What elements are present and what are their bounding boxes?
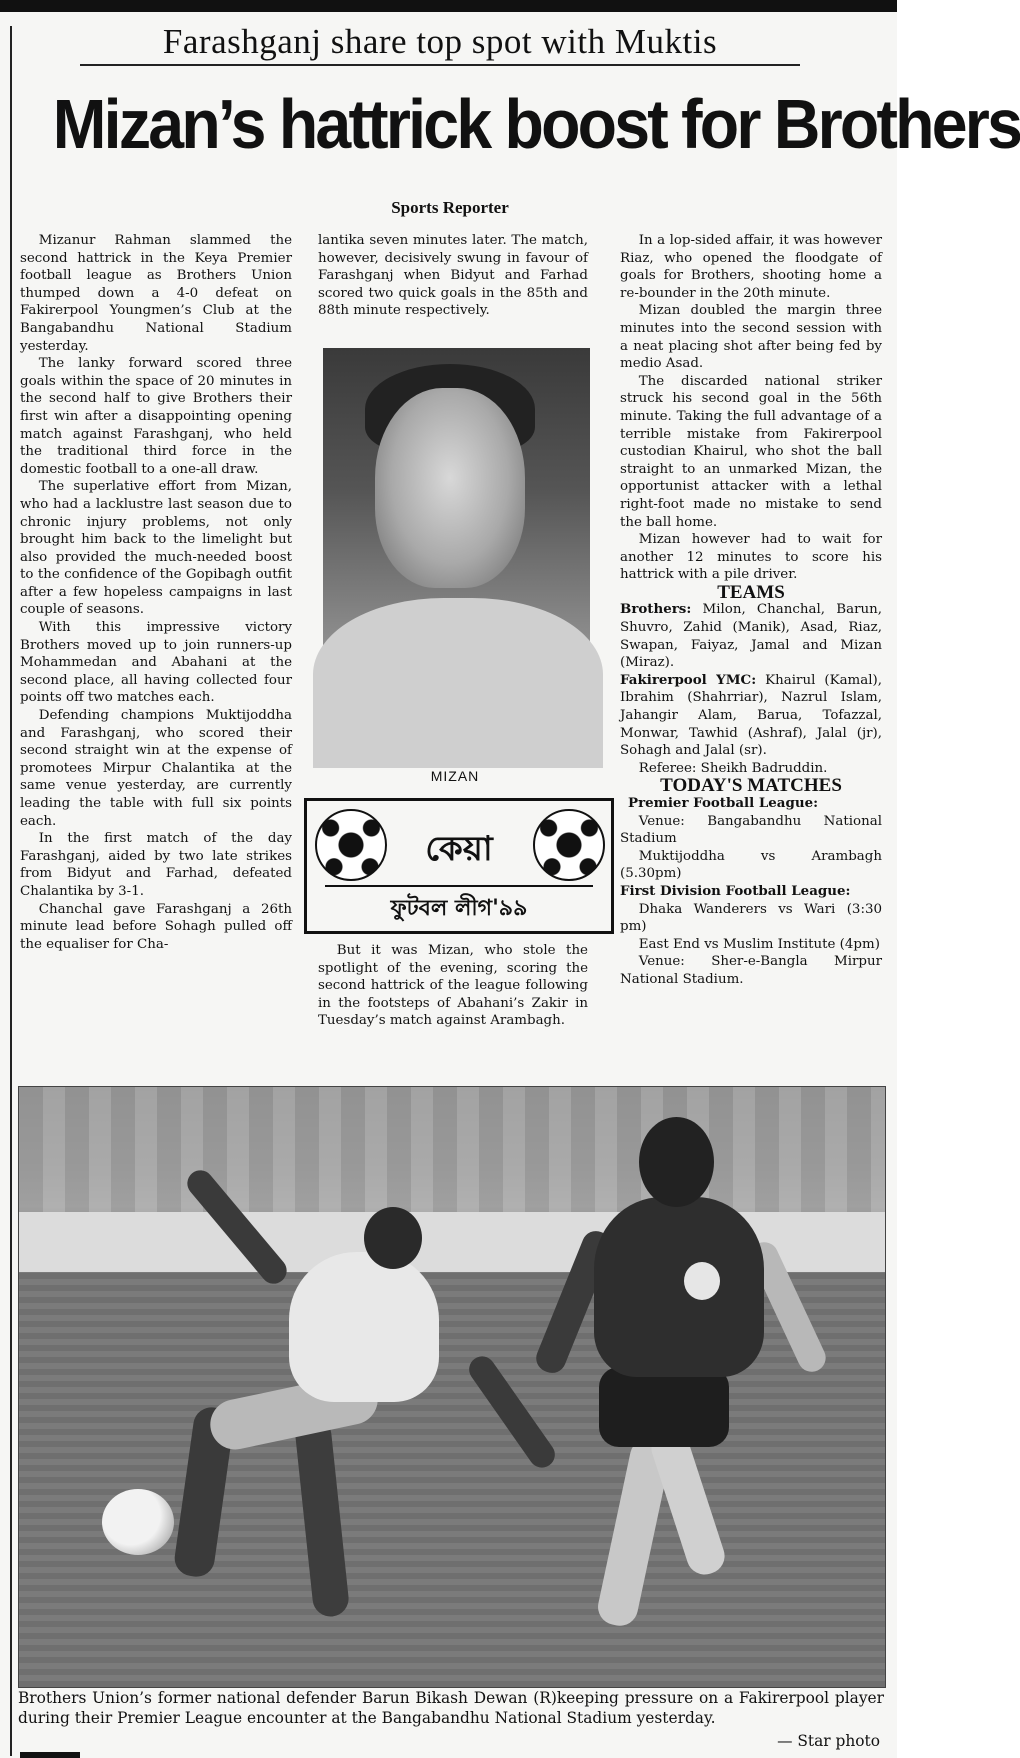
photo-face	[375, 388, 525, 588]
football-icon	[315, 809, 387, 881]
matches-heading: TODAY'S MATCHES	[660, 775, 842, 797]
fakirerpool-lineup	[620, 672, 882, 760]
paragraph: Mizanur Rahman slammed the second hattrick in the Keya Premier football league as Brothers Union thumped down a 4-0 defeat on Fakirerpool Youngmen’s Club at the Bangabandhu National Stadium yesterday.	[20, 233, 292, 354]
paragraph: In the first match of the day Farashganj, aided by two late strikes from Bidyut and Farhad, defeated Chalantika by 3-1.	[20, 831, 292, 899]
paragraph: Chanchal gave Farashganj a 26th minute lead before Sohagh pulled off the equaliser for Cha-	[20, 901, 292, 952]
player-dark-shirt	[594, 1197, 764, 1377]
paragraph: In a lop-sided affair, it was however Riaz, who opened the floodgate of goals for Brothers, shooting home a re-bounder in the 20th minute.	[620, 233, 882, 301]
brothers-label: Brothers:	[620, 601, 692, 618]
paragraph: Mizan however had to wait for another 12 minutes to score his hattrick with a pile driver.	[620, 532, 882, 583]
photo-caption: Brothers Union’s former national defender Barun Bikash Dewan (R)keeping pressure on a Fakirerpool player during their Premier League encounter at the Bangabandhu National Stadium yesterday.	[18, 1689, 884, 1727]
fd-venue: Venue: Sher-e-Bangla Mirpur National Stadium.	[620, 954, 882, 987]
paragraph: The lanky forward scored three goals within the space of 20 minutes in the second half to give Brothers their first win after a disappointing opening match against Farashganj, who held the traditional third force in the domestic football to a one-all draw.	[20, 356, 292, 477]
player-dark-shorts	[599, 1367, 729, 1447]
paragraph: But it was Mizan, who stole the spotlight of the evening, scoring the second hattrick of the league following in the footsteps of Abahani’s Zakir in Tuesday’s match against Arambagh.	[318, 943, 588, 1029]
paragraph: lantika seven minutes later. The match, however, decisively swung in favour of Farashganj when Bidyut and Farhad scored two quick goals in the 85th and 88th minute respectively.	[318, 233, 588, 319]
fd-match-2: East End vs Muslim Institute (4pm)	[638, 936, 880, 952]
byline: Sports Reporter	[391, 198, 509, 217]
column-2-bottom	[318, 942, 588, 1030]
logo-title: কেয়া	[425, 829, 493, 869]
stadium-stands	[19, 1087, 885, 1227]
paragraph: With this impressive victory Brothers moved up to join runners-up Mohammedan and Abahani at the second place, all having collected four points off two matches each.	[20, 620, 292, 706]
teams-heading: TEAMS	[717, 581, 785, 603]
photo-shirt	[313, 598, 603, 768]
premier-match: Muktijoddha vs Arambagh (5.30pm)	[620, 848, 882, 882]
player-head	[364, 1207, 422, 1269]
logo-subtitle: ফুটবল লীগ'৯৯	[325, 885, 593, 928]
football-icon	[102, 1489, 174, 1555]
keya-league-logo	[304, 798, 614, 934]
column-3	[620, 232, 882, 989]
player-head	[639, 1117, 714, 1207]
mizan-portrait-photo	[323, 348, 590, 753]
main-headline: Mizan’s hattrick boost for Brothers	[52, 85, 1020, 163]
fd-match-1: Dhaka Wanderers vs Wari (3:30 pm)	[620, 901, 882, 935]
premier-venue: Venue: Bangabandhu National Stadium	[620, 813, 882, 847]
paragraph: Mizan doubled the margin three minutes into the second session with a neat placing shot after being fed by medio Asad.	[620, 303, 882, 372]
bottom-rule	[20, 1752, 80, 1758]
brothers-lineup	[620, 601, 882, 671]
premier-label: Premier Football League:	[628, 795, 819, 811]
column-2-top	[318, 232, 588, 320]
column-1	[20, 232, 292, 953]
paragraph: Defending champions Muktijoddha and Farashganj, who scored their second straight win at the expense of promotees Mirpur Chalantika at the same venue yesterday, are currently leading the table with full six points each.	[20, 708, 292, 829]
photo-credit: — Star photo	[777, 1732, 880, 1750]
shirt-badge	[684, 1262, 720, 1300]
portrait-caption: MIZAN	[430, 768, 480, 784]
kicker-headline: Farashganj share top spot with Muktis	[80, 22, 800, 66]
top-border	[0, 0, 897, 12]
first-division-label: First Division Football League:	[620, 882, 851, 899]
paragraph: The superlative effort from Mizan, who had a lacklustre last season due to chronic injury problems, not only brought him back to the limelight but also provided the much-needed boost to the confidence of the Gopibagh outfit after a few hopeless campaigns in last couple of seasons.	[20, 479, 292, 618]
fakirerpool-players: Khairul (Kamal), Ibrahim (Shahrriar), Nazrul Islam, Jahangir Alam, Barua, Tofazzal, Monwar, Tawhid (Ashraf), Jalal (jr), Sohagh and Jalal (sr).	[620, 672, 883, 759]
brothers-players: Milon, Chanchal, Barun, Shuvro, Zahid (Manik), Asad, Riaz, Swapan, Faiyaz, Jamal and Mizan (Miraz).	[620, 602, 882, 671]
referee: Referee: Sheikh Badruddin.	[638, 760, 828, 776]
football-icon	[533, 809, 605, 881]
fakirerpool-label: Fakirerpool YMC:	[620, 671, 757, 688]
player-white-shirt	[289, 1252, 439, 1402]
match-action-photo	[18, 1086, 886, 1688]
paragraph: The discarded national striker struck his second goal in the 56th minute. Taking the full advantage of a terrible mistake from Fakirerpool custodian Khairul, who shot the ball straight to an unmarked Mizan, the opportunist attacker with a lethal right-foot made no mistake to send the ball home.	[620, 373, 882, 530]
